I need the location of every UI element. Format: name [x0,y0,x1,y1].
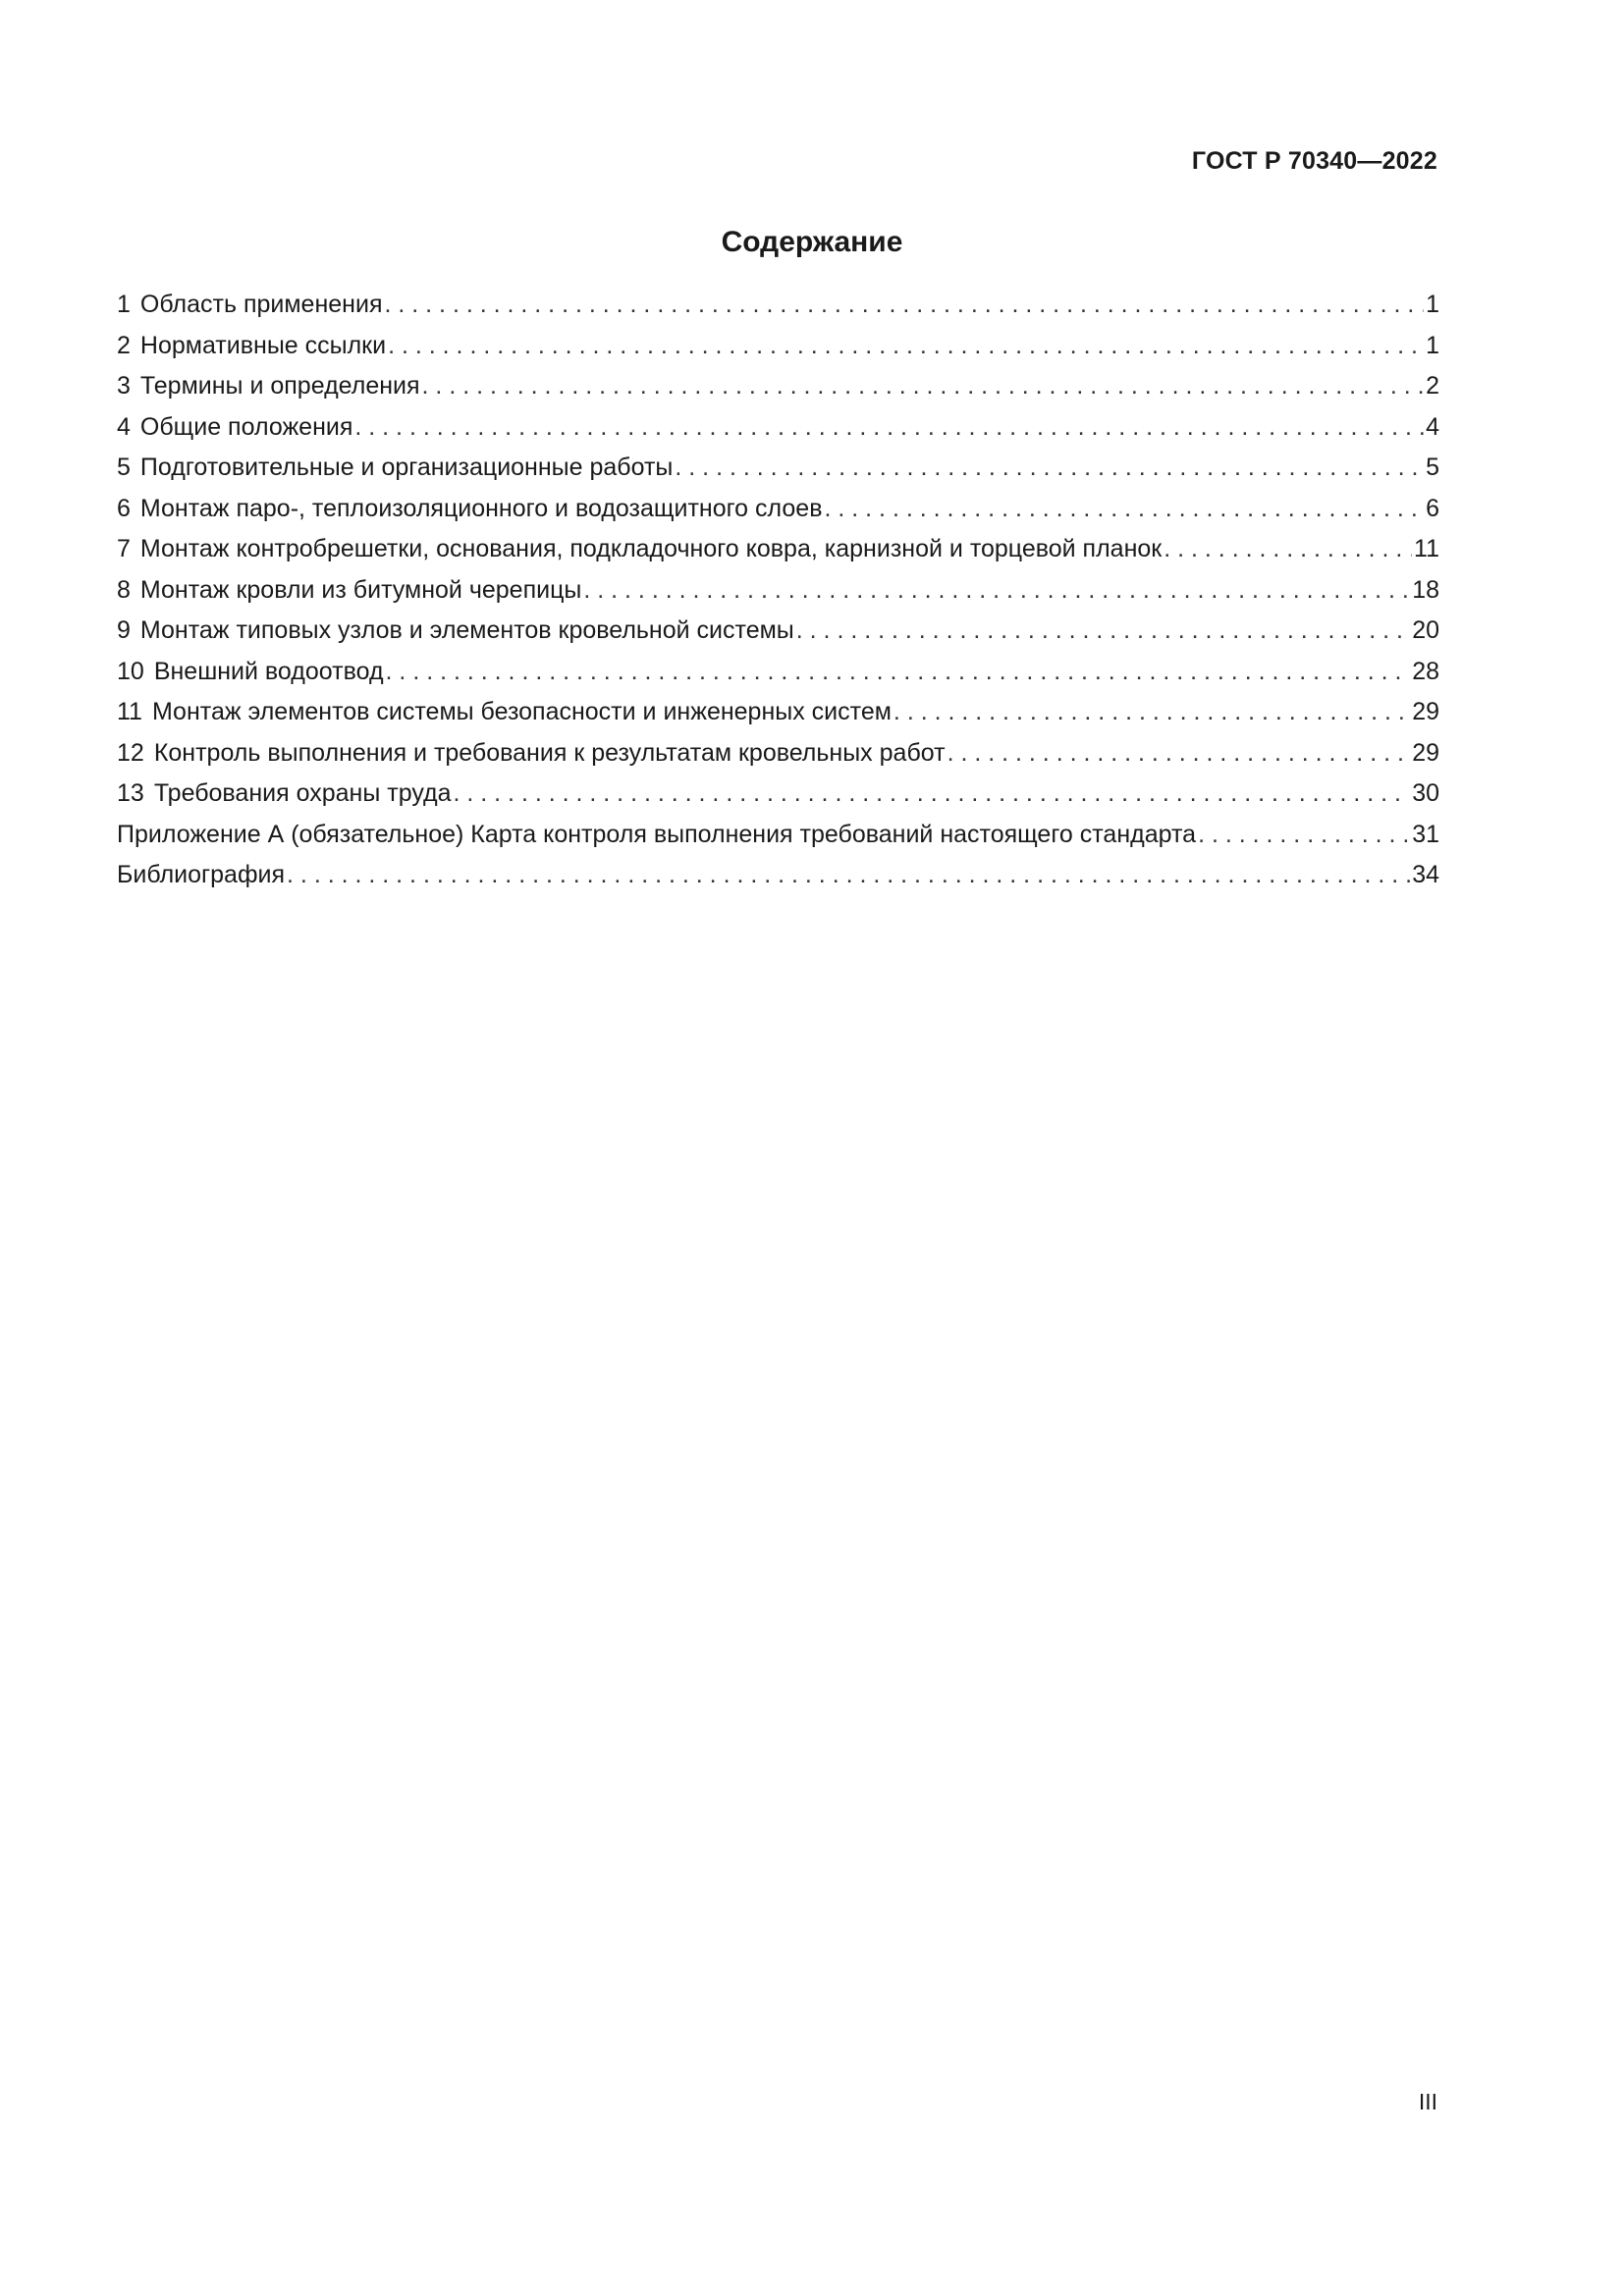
toc-entry-title: Контроль выполнения и требования к результатам кровельных работ [153,738,946,767]
toc-entry-number: 6 [117,494,131,522]
toc-entry[interactable] [117,855,1439,896]
toc-entry-number: 13 [117,779,144,807]
toc-entry[interactable] [117,733,1439,774]
toc-leader-dots [893,692,1410,733]
toc-entry-page: 30 [1412,779,1439,807]
toc-entry-title: Требования охраны труда [153,779,452,807]
toc-entry-title: Подготовительные и организационные работы [139,454,674,481]
toc-leader-dots [1164,529,1412,570]
toc-entry-title: Монтаж паро-, теплоизоляционного и водозащитного слоев [139,494,823,522]
toc-entry-number: 4 [117,412,131,441]
toc-entry-number: 2 [117,331,131,359]
toc-entry-page: 1 [1426,331,1439,359]
toc-entry-number: 3 [117,372,131,400]
toc-entry-title: Библиография [117,861,286,888]
toc-entry-number: 12 [117,738,144,767]
toc-entry-page: 2 [1426,372,1439,400]
toc-entry-title: Нормативные ссылки [139,331,387,359]
toc-entry-number: 8 [117,575,131,604]
toc-entry-page: 20 [1412,616,1439,644]
toc-entry-number: 7 [117,535,131,562]
toc-leader-dots [824,489,1424,530]
toc-entry-title: Термины и определения [139,372,420,400]
toc-title: Содержание [721,226,903,258]
toc-entry[interactable] [117,489,1439,530]
toc-entry-page: 18 [1412,575,1439,604]
toc-entry-number: 5 [117,454,131,481]
toc-entry-page: 6 [1426,494,1439,522]
toc-leader-dots [675,448,1424,489]
toc-entry-title: Внешний водоотвод [153,657,384,685]
toc-entry[interactable] [117,652,1439,693]
toc-entry[interactable] [117,611,1439,652]
toc-leader-dots [422,366,1425,407]
toc-leader-dots [453,774,1410,815]
toc-entry-title: Монтаж элементов системы безопасности и инженерных систем [151,698,892,725]
toc-entry-title: Монтаж контробрешетки, основания, подкладочного ковра, карнизной и торцевой планок [139,535,1163,562]
toc-entry-page: 34 [1412,861,1439,888]
toc-entry[interactable] [117,448,1439,489]
toc-entry-page: 11 [1414,535,1439,562]
toc-entry-page: 29 [1412,698,1439,725]
toc-leader-dots [583,570,1410,612]
document-code: ГОСТ Р 70340—2022 [1191,147,1437,175]
toc-entry[interactable] [117,529,1439,570]
toc-entry[interactable] [117,570,1439,612]
table-of-contents [117,285,1439,896]
toc-entry[interactable] [117,692,1439,733]
toc-entry-number: 9 [117,616,131,644]
toc-leader-dots [796,611,1410,652]
toc-entry[interactable] [117,285,1439,326]
toc-entry[interactable] [117,366,1439,407]
toc-entry-title: Монтаж кровли из битумной черепицы [139,575,582,604]
toc-leader-dots [287,855,1410,896]
toc-entry-number: 11 [117,698,142,725]
toc-entry-number: 1 [117,291,131,318]
toc-entry-page: 28 [1412,657,1439,685]
toc-entry[interactable] [117,774,1439,815]
toc-entry-page: 4 [1426,412,1439,441]
toc-leader-dots [354,407,1424,449]
toc-entry-page: 31 [1412,820,1439,848]
toc-leader-dots [386,652,1411,693]
toc-leader-dots [1198,815,1410,856]
toc-entry-number: 10 [117,657,144,685]
toc-entry-title: Монтаж типовых узлов и элементов кровельной системы [139,616,794,644]
page-number: III [1418,2089,1437,2114]
toc-leader-dots [947,733,1411,774]
toc-entry[interactable] [117,407,1439,449]
toc-entry-page: 29 [1412,738,1439,767]
toc-entry-page: 1 [1426,291,1439,318]
toc-entry-page: 5 [1426,454,1439,481]
toc-entry[interactable] [117,326,1439,367]
toc-entry-title: Приложение А (обязательное) Карта контроля выполнения требований настоящего стандарта [117,820,1197,848]
toc-entry[interactable] [117,815,1439,856]
toc-leader-dots [388,326,1424,367]
toc-leader-dots [384,285,1424,326]
toc-entry-title: Общие положения [139,412,353,441]
toc-entry-title: Область применения [139,291,383,318]
